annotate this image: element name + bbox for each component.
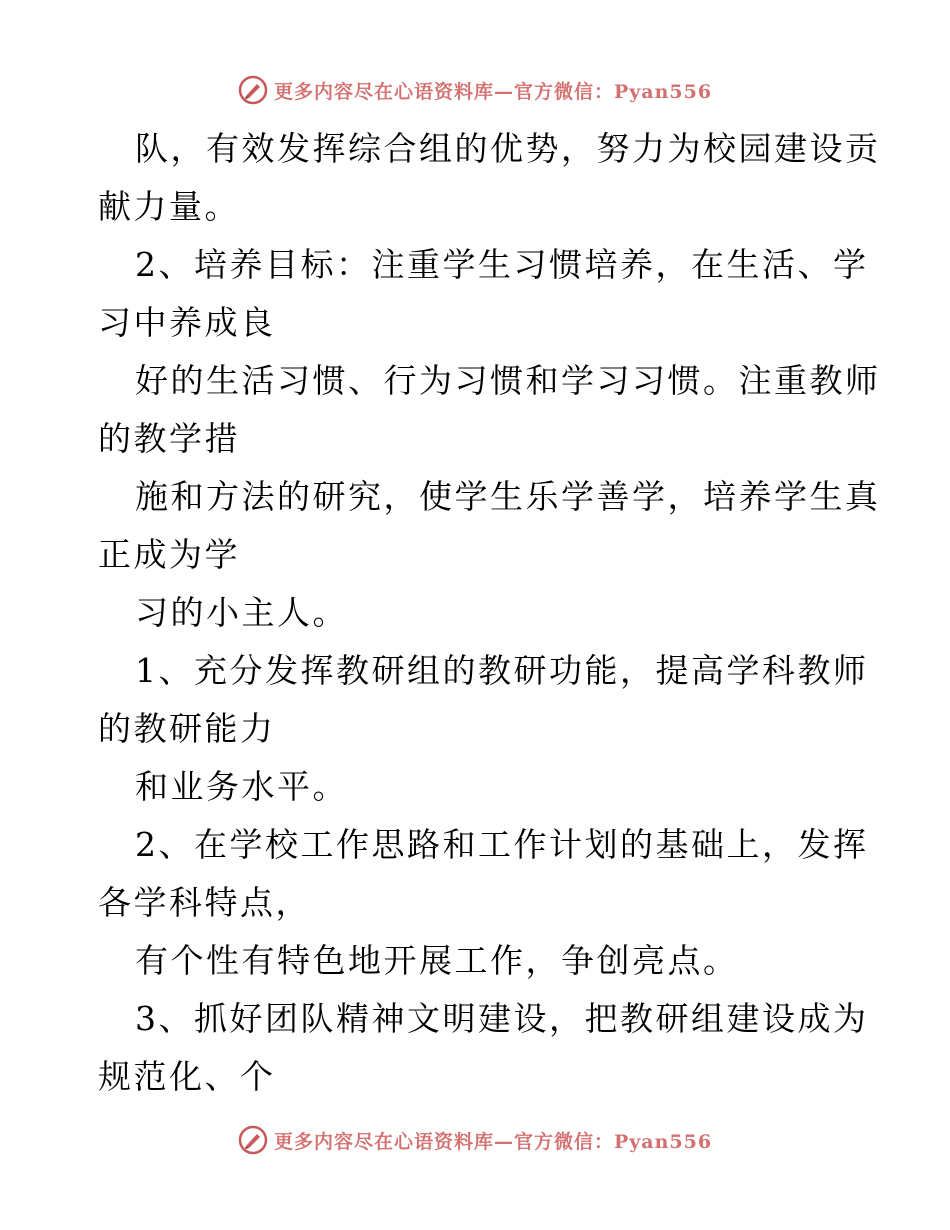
body-line: 1、充分发挥教研组的教研功能，提高学科教师 (135, 651, 869, 690)
body-line: 和业务水平。 (135, 767, 348, 806)
body-line: 各学科特点， (98, 883, 311, 922)
header-banner (0, 70, 950, 110)
document-body (98, 120, 881, 1106)
body-line: 2、培养目标：注重学生习惯培养，在生活、学 (135, 245, 869, 284)
footer-banner (0, 1120, 950, 1160)
body-line: 施和方法的研究，使学生乐学善学，培养学生真 (135, 477, 881, 516)
footer-banner-text: 更多内容尽在心语资料库—官方微信：Pyan556 (273, 1130, 713, 1153)
body-line: 习中养成良 (98, 303, 276, 342)
body-line: 习的小主人。 (135, 593, 348, 632)
body-line: 好的生活习惯、行为习惯和学习习惯。注重教师 (135, 361, 881, 400)
body-line: 的教学措 (98, 419, 240, 458)
header-banner-text: 更多内容尽在心语资料库—官方微信：Pyan556 (273, 80, 713, 103)
pen-logo-icon (238, 75, 268, 105)
pen-logo-icon (238, 1125, 268, 1155)
body-line: 献力量。 (98, 187, 240, 226)
body-line: 2、在学校工作思路和工作计划的基础上，发挥 (135, 825, 869, 864)
body-line: 3、抓好团队精神文明建设，把教研组建设成为 (135, 999, 869, 1038)
body-line: 正成为学 (98, 535, 240, 574)
body-line: 有个性有特色地开展工作，争创亮点。 (135, 941, 739, 980)
body-line: 规范化、个 (98, 1057, 276, 1096)
body-line: 队，有效发挥综合组的优势，努力为校园建设贡 (135, 129, 881, 168)
body-line: 的教研能力 (98, 709, 276, 748)
